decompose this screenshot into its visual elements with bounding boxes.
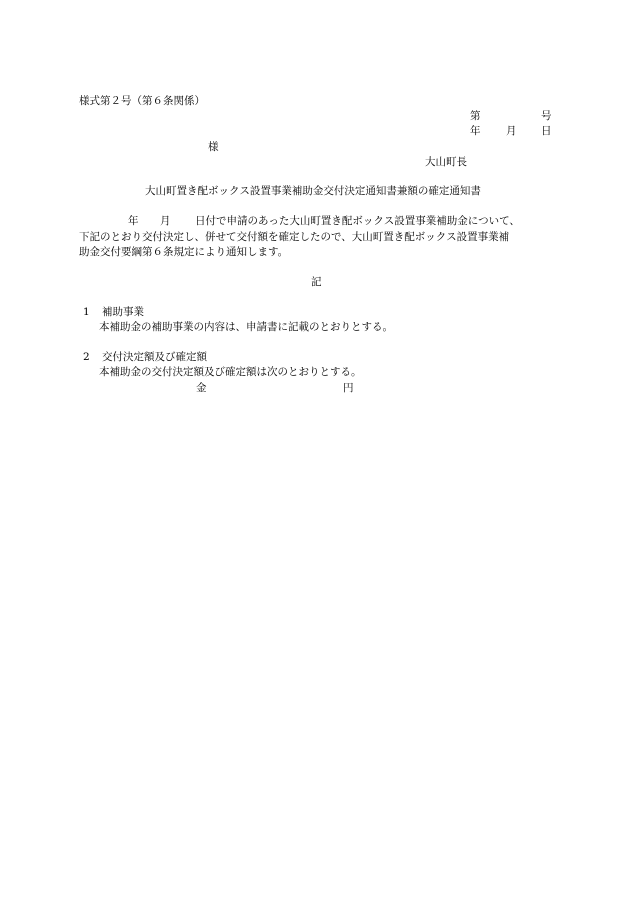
intro-line-2: 下記のとおり交付決定し、併せて交付額を確定したので、大山町置き配ボックス設置事業補	[79, 231, 510, 243]
section-2-heading: 交付決定額及び確定額	[102, 351, 207, 363]
addressee-suffix: 様	[208, 141, 219, 153]
doc-number-suffix: 号	[541, 110, 552, 122]
issuer-name: 大山町長	[425, 156, 467, 168]
section-1-heading: 補助事業	[102, 306, 144, 318]
date-month-label: 月	[506, 125, 517, 137]
doc-number-prefix: 第	[470, 110, 481, 122]
intro-year-label: 年	[128, 215, 139, 227]
intro-line-1: 日付で申請のあった大山町置き配ボックス設置事業補助金について、	[195, 215, 520, 227]
ki-heading: 記	[311, 276, 322, 288]
intro-line-3: 助金交付要綱第６条規定により通知します。	[79, 246, 289, 258]
section-2-number: 2	[83, 351, 90, 363]
section-1-body: 本補助金の補助事業の内容は、申請書に記載のとおりとする。	[99, 321, 393, 333]
form-label: 様式第２号（第６条関係）	[79, 95, 205, 107]
intro-month-label: 月	[160, 215, 171, 227]
section-1-number: 1	[83, 306, 90, 318]
amount-prefix: 金	[196, 382, 207, 394]
date-day-label: 日	[541, 125, 552, 137]
document-title: 大山町置き配ボックス設置事業補助金交付決定通知書兼額の確定通知書	[145, 185, 481, 197]
date-year-label: 年	[470, 125, 481, 137]
section-2-body: 本補助金の交付決定額及び確定額は次のとおりとする。	[99, 366, 362, 378]
amount-suffix: 円	[343, 382, 354, 394]
